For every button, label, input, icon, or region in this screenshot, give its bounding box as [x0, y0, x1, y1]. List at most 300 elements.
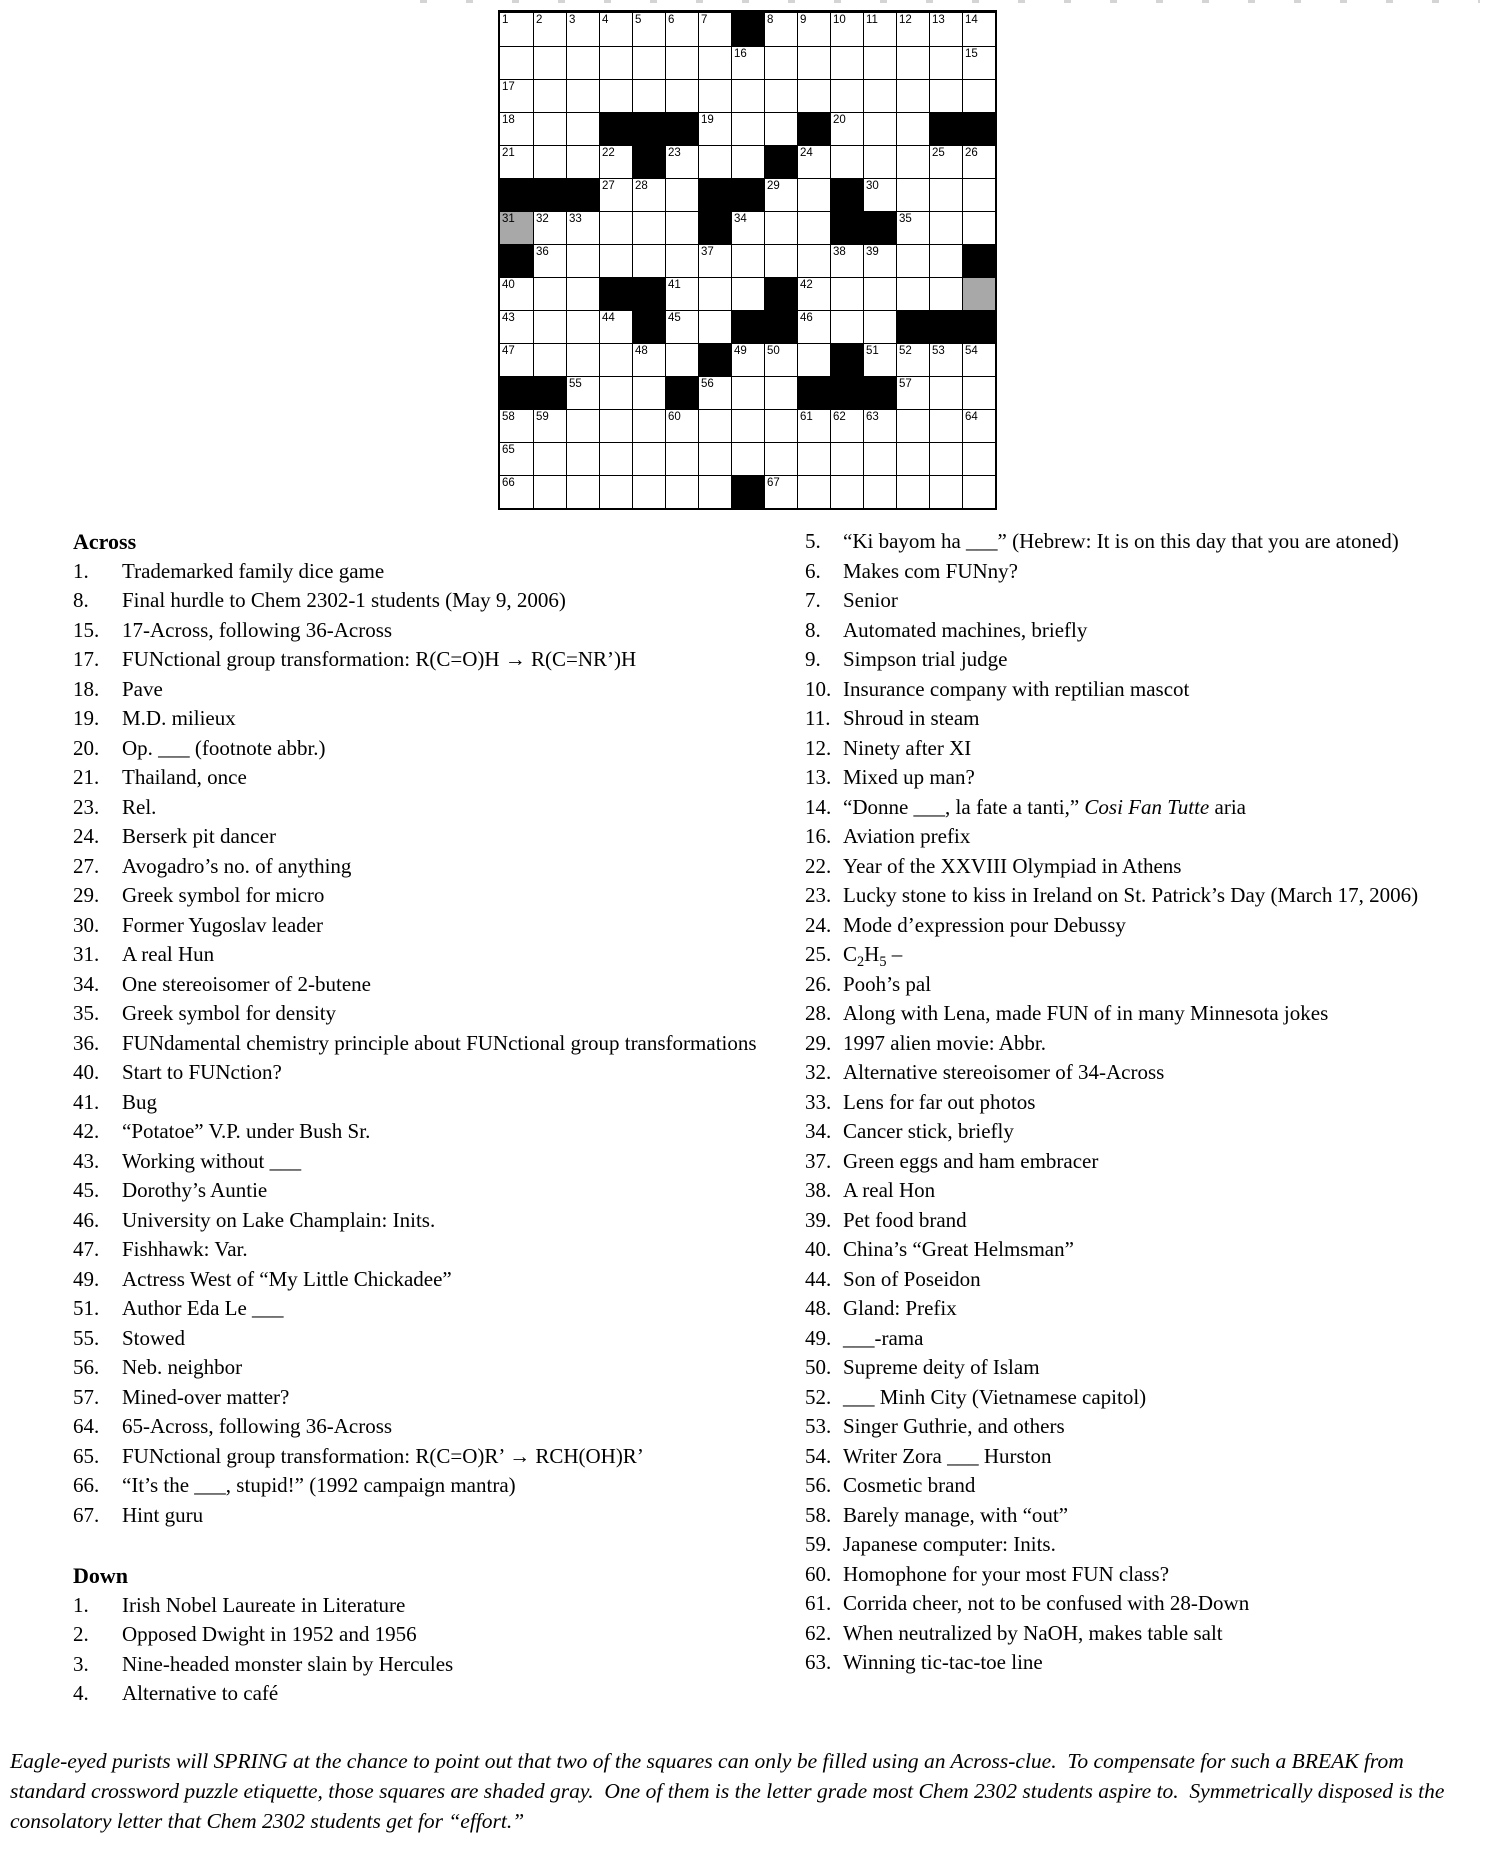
- grid-cell: [830, 409, 863, 442]
- clue-number: 5.: [805, 529, 821, 553]
- cell-number: 61: [800, 411, 813, 423]
- grid-cell: [764, 211, 797, 244]
- cell-number: 64: [965, 411, 978, 423]
- grid-cell-black: [599, 112, 632, 145]
- cell-number: 24: [800, 147, 813, 159]
- clue: [805, 1383, 1487, 1413]
- grid-cell: [698, 277, 731, 310]
- clue-text: Alternative to café: [122, 1681, 279, 1705]
- clue-number: 45.: [73, 1178, 100, 1202]
- clue: [805, 1412, 1487, 1442]
- clue-text: Hint guru: [122, 1502, 204, 1527]
- cell-number: 32: [536, 213, 549, 225]
- cell-number: 55: [569, 378, 582, 390]
- clue-number: 43.: [73, 1148, 100, 1173]
- cell-number: 18: [502, 114, 515, 126]
- grid-cell: [962, 211, 995, 244]
- grid-cell-black: [830, 211, 863, 244]
- grid-cell: [863, 277, 896, 310]
- cell-number: 4: [602, 14, 609, 26]
- clue-text: Nine-headed monster slain by Hercules: [122, 1651, 454, 1676]
- clue-number: 47.: [73, 1237, 100, 1261]
- clue: [805, 999, 1487, 1029]
- clue: [73, 1650, 773, 1680]
- grid-cell: [665, 13, 698, 46]
- clue: [805, 911, 1487, 941]
- grid-cell: [632, 475, 665, 508]
- cell-number: 17: [502, 81, 515, 93]
- clue-text: Supreme deity of Islam: [843, 1355, 1040, 1379]
- clue-number: 55.: [73, 1325, 100, 1350]
- grid-cell: [962, 178, 995, 211]
- grid-cell: [863, 79, 896, 112]
- cell-number: 31: [502, 213, 515, 225]
- grid-cell: [731, 409, 764, 442]
- clue-number: 15.: [73, 617, 100, 642]
- grid-cell-black: [896, 310, 929, 343]
- grid-cell: [698, 475, 731, 508]
- clue-text: FUNctional group transformation: R(C=O)H → R(C=NR’)H: [122, 647, 637, 671]
- clue: [805, 1589, 1487, 1619]
- grid-cell: [632, 343, 665, 376]
- grid-cell: [929, 244, 962, 277]
- down-heading: Down: [73, 1563, 129, 1588]
- cell-number: 1: [502, 14, 509, 26]
- cell-number: 63: [866, 411, 879, 423]
- clue-number: 52.: [805, 1384, 832, 1409]
- grid-cell: [896, 244, 929, 277]
- grid-cell-black: [797, 376, 830, 409]
- clue: [73, 1029, 773, 1059]
- grid-cell: [533, 343, 566, 376]
- across-heading: Across: [73, 529, 137, 554]
- clue-number: 54.: [805, 1443, 832, 1468]
- down-clue-list-left: [73, 1591, 773, 1709]
- grid-cell: [566, 145, 599, 178]
- clue: [805, 1029, 1487, 1059]
- cell-number: 59: [536, 411, 549, 423]
- grid-cell: [764, 343, 797, 376]
- clue: [805, 852, 1487, 882]
- cell-number: 21: [502, 147, 515, 159]
- clue-text: A real Hon: [843, 1178, 936, 1202]
- grid-cell-black: [830, 178, 863, 211]
- grid-cell: [698, 244, 731, 277]
- cell-number: 56: [701, 378, 714, 390]
- grid-cell: [665, 475, 698, 508]
- clue: [73, 1591, 773, 1621]
- cell-number: 33: [569, 213, 582, 225]
- grid-cell: [764, 475, 797, 508]
- grid-cell: [731, 343, 764, 376]
- clue-text: Opposed Dwight in 1952 and 1956: [122, 1622, 417, 1646]
- grid-cell: [929, 376, 962, 409]
- cell-number: 30: [866, 180, 879, 192]
- grid-cell: [929, 343, 962, 376]
- clue-text: Working without ___: [122, 1148, 302, 1173]
- cell-number: 49: [734, 345, 747, 357]
- clue-number: 46.: [73, 1207, 100, 1232]
- grid-cell: [830, 46, 863, 79]
- clue-number: 49.: [805, 1325, 832, 1350]
- grid-cell-black: [830, 343, 863, 376]
- clue-number: 35.: [73, 1001, 100, 1025]
- clue-number: 56.: [805, 1473, 832, 1497]
- grid-cell: [797, 277, 830, 310]
- clue: [805, 793, 1487, 823]
- grid-cell: [929, 475, 962, 508]
- clue: [805, 1235, 1487, 1265]
- grid-cell: [830, 475, 863, 508]
- clue: [73, 1324, 773, 1354]
- grid-cell: [632, 46, 665, 79]
- grid-cell: [500, 343, 533, 376]
- grid-cell: [863, 409, 896, 442]
- grid-cell: [599, 376, 632, 409]
- clue: [73, 704, 773, 734]
- cell-number: 39: [866, 246, 879, 258]
- clue-text: 17-Across, following 36-Across: [122, 617, 393, 642]
- clue-number: 65.: [73, 1443, 100, 1468]
- clue-number: 14.: [805, 794, 832, 819]
- cell-number: 44: [602, 312, 615, 324]
- clue-text: Japanese computer: Inits.: [843, 1532, 1056, 1556]
- grid-cell: [731, 277, 764, 310]
- grid-cell: [632, 244, 665, 277]
- clue: [73, 675, 773, 705]
- clue: [805, 1442, 1487, 1472]
- grid-cell: [698, 145, 731, 178]
- grid-cell: [698, 46, 731, 79]
- grid-cell: [896, 409, 929, 442]
- grid-cell: [698, 13, 731, 46]
- clue: [73, 999, 773, 1029]
- clue-text: When neutralized by NaOH, makes table salt: [843, 1620, 1223, 1645]
- clue: [805, 881, 1487, 911]
- clue-number: 31.: [73, 942, 100, 966]
- clue: [805, 1265, 1487, 1295]
- clue: [805, 1294, 1487, 1324]
- grid-cell: [863, 244, 896, 277]
- grid-cell: [698, 442, 731, 475]
- clue-number: 42.: [73, 1119, 100, 1143]
- clue: [73, 1383, 773, 1413]
- grid-cell: [896, 13, 929, 46]
- grid-cell: [665, 310, 698, 343]
- grid-cell: [632, 376, 665, 409]
- clue: [73, 1206, 773, 1236]
- clue-number: 26.: [805, 971, 832, 996]
- cell-number: 28: [635, 180, 648, 192]
- clue-text: “Ki bayom ha ___” (Hebrew: It is on this day that you are atoned): [843, 529, 1399, 553]
- grid-cell: [698, 376, 731, 409]
- clue: [805, 970, 1487, 1000]
- grid-cell: [830, 112, 863, 145]
- grid-cell-black: [863, 211, 896, 244]
- clue-text: Dorothy’s Auntie: [122, 1178, 268, 1202]
- cell-number: 51: [866, 345, 879, 357]
- grid-cell: [830, 310, 863, 343]
- grid-cell: [665, 277, 698, 310]
- grid-cell: [698, 79, 731, 112]
- grid-cell: [797, 211, 830, 244]
- grid-cell-black: [632, 310, 665, 343]
- clue: [805, 1501, 1487, 1531]
- grid-cell-black: [962, 244, 995, 277]
- clue-text: Op. ___ (footnote abbr.): [122, 735, 326, 760]
- grid-cell-black: [500, 376, 533, 409]
- grid-cell: [533, 46, 566, 79]
- grid-cell: [599, 211, 632, 244]
- clue: [805, 527, 1487, 557]
- clue-number: 4.: [73, 1681, 89, 1705]
- clue-number: 41.: [73, 1089, 100, 1114]
- grid-cell-black: [731, 13, 764, 46]
- cell-number: 19: [701, 114, 714, 126]
- grid-cell: [797, 244, 830, 277]
- clue-number: 51.: [73, 1296, 100, 1320]
- cell-number: 6: [668, 14, 675, 26]
- grid-cell: [632, 409, 665, 442]
- cell-number: 65: [502, 444, 515, 456]
- clue-text: Homophone for your most FUN class?: [843, 1561, 1170, 1586]
- cell-number: 10: [833, 14, 846, 26]
- grid-cell: [929, 409, 962, 442]
- grid-cell: [797, 46, 830, 79]
- grid-cell: [500, 277, 533, 310]
- grid-cell-black: [698, 211, 731, 244]
- grid-cell: [962, 145, 995, 178]
- grid-cell: [599, 145, 632, 178]
- grid-cell: [566, 79, 599, 112]
- grid-cell-black: [731, 475, 764, 508]
- grid-cell: [962, 46, 995, 79]
- clue: [805, 1530, 1487, 1560]
- grid-cell: [764, 46, 797, 79]
- clue-number: 17.: [73, 647, 100, 671]
- cell-number: 9: [800, 14, 807, 26]
- grid-cell: [764, 409, 797, 442]
- clue: [805, 822, 1487, 852]
- grid-cell: [863, 46, 896, 79]
- cell-number: 42: [800, 279, 813, 291]
- clue-text: China’s “Great Helmsman”: [843, 1237, 1074, 1261]
- clue-text: Barely manage, with “out”: [843, 1502, 1069, 1527]
- grid-cell: [764, 13, 797, 46]
- clue-text: Simpson trial judge: [843, 647, 1008, 671]
- grid-cell: [599, 79, 632, 112]
- clue: [805, 675, 1487, 705]
- grid-cell: [500, 145, 533, 178]
- grid-cell: [896, 277, 929, 310]
- clue: [73, 586, 773, 616]
- grid-cell-black: [962, 112, 995, 145]
- clue: [73, 1265, 773, 1295]
- cell-number: 34: [734, 213, 747, 225]
- grid-cell: [929, 178, 962, 211]
- clue-text: Senior: [843, 588, 898, 612]
- clue-text: Makes com FUNny?: [843, 558, 1018, 583]
- cell-number: 43: [502, 312, 515, 324]
- clue-text: Mined-over matter?: [122, 1384, 290, 1409]
- grid-cell: [566, 46, 599, 79]
- grid-cell: [665, 442, 698, 475]
- grid-cell: [797, 145, 830, 178]
- grid-cell: [764, 178, 797, 211]
- grid-cell: [566, 409, 599, 442]
- grid-cell-black: [632, 277, 665, 310]
- grid-cell: [830, 145, 863, 178]
- clue: [805, 1176, 1487, 1206]
- clue-number: 64.: [73, 1414, 100, 1438]
- grid-cell: [929, 46, 962, 79]
- grid-cell: [698, 409, 731, 442]
- clue-text: University on Lake Champlain: Inits.: [122, 1207, 436, 1232]
- cell-number: 11: [866, 14, 878, 26]
- cell-number: 40: [502, 279, 515, 291]
- cell-number: 36: [536, 246, 549, 258]
- clue-number: 21.: [73, 765, 100, 789]
- grid-cell: [797, 13, 830, 46]
- clue-number: 58.: [805, 1502, 832, 1527]
- clue: [805, 704, 1487, 734]
- grid-cell: [698, 112, 731, 145]
- clue-number: 25.: [805, 942, 832, 966]
- grid-cell-black: [731, 310, 764, 343]
- clue: [805, 1058, 1487, 1088]
- clue-number: 37.: [805, 1148, 832, 1173]
- clue-number: 49.: [73, 1266, 100, 1291]
- clue-number: 20.: [73, 735, 100, 760]
- clue-text: A real Hun: [122, 942, 215, 966]
- clue-number: 59.: [805, 1532, 832, 1556]
- clue: [73, 1294, 773, 1324]
- grid-cell: [698, 310, 731, 343]
- grid-cell: [632, 211, 665, 244]
- grid-cell: [665, 211, 698, 244]
- clue-number: 1.: [73, 558, 89, 583]
- clue: [73, 1412, 773, 1442]
- clue-text: ___ Minh City (Vietnamese capitol): [843, 1384, 1147, 1409]
- grid-cell: [533, 79, 566, 112]
- grid-cell: [533, 13, 566, 46]
- grid-cell: [500, 46, 533, 79]
- clue-text: Irish Nobel Laureate in Literature: [122, 1592, 406, 1617]
- clue-text: 1997 alien movie: Abbr.: [843, 1030, 1046, 1055]
- cell-number: 41: [668, 279, 681, 291]
- grid-cell: [764, 79, 797, 112]
- grid-cell: [500, 112, 533, 145]
- clue: [805, 1353, 1487, 1383]
- grid-cell: [896, 178, 929, 211]
- grid-cell: [731, 46, 764, 79]
- grid-cell: [962, 475, 995, 508]
- grid-cell: [665, 343, 698, 376]
- clue-number: 48.: [805, 1296, 832, 1320]
- clue: [805, 1648, 1487, 1678]
- grid-cell: [929, 211, 962, 244]
- clue-number: 63.: [805, 1650, 832, 1674]
- clue-text: Aviation prefix: [843, 824, 971, 848]
- cell-number: 37: [701, 246, 714, 258]
- grid-cell: [830, 79, 863, 112]
- grid-cell: [599, 409, 632, 442]
- clue-text: Trademarked family dice game: [122, 558, 385, 583]
- clue: [805, 1471, 1487, 1501]
- grid-cell: [599, 475, 632, 508]
- cell-number: 50: [767, 345, 780, 357]
- clue: [805, 1088, 1487, 1118]
- grid-cell-black: [632, 145, 665, 178]
- clue-text: Along with Lena, made FUN of in many Minnesota jokes: [843, 1001, 1329, 1025]
- grid-cell: [599, 13, 632, 46]
- grid-cell: [962, 376, 995, 409]
- grid-cell-black: [665, 112, 698, 145]
- clue-number: 8.: [805, 617, 821, 642]
- grid-cell: [731, 442, 764, 475]
- grid-cell: [929, 145, 962, 178]
- clue: [73, 1176, 773, 1206]
- clue: [805, 557, 1487, 587]
- clue: [805, 1117, 1487, 1147]
- cell-number: 62: [833, 411, 846, 423]
- clipped-text-artifact: [420, 0, 1480, 3]
- clue-number: 1.: [73, 1592, 89, 1617]
- grid-cell: [632, 13, 665, 46]
- grid-cell-black: [599, 277, 632, 310]
- clue: [805, 940, 1487, 970]
- grid-cell: [566, 211, 599, 244]
- grid-cell: [566, 475, 599, 508]
- clue: [73, 763, 773, 793]
- grid-cell: [731, 376, 764, 409]
- clue-text: FUNdamental chemistry principle about FUNctional group transformations: [122, 1030, 757, 1055]
- cell-number: 47: [502, 345, 515, 357]
- grid-cell-black: [764, 310, 797, 343]
- clue-number: 32.: [805, 1060, 832, 1084]
- cell-number: 38: [833, 246, 846, 258]
- grid-cell: [764, 244, 797, 277]
- clue-text: Actress West of “My Little Chickadee”: [122, 1266, 452, 1291]
- clue: [73, 1353, 773, 1383]
- grid-cell: [665, 145, 698, 178]
- clue-number: 39.: [805, 1207, 832, 1232]
- clue-text: Pave: [122, 676, 163, 701]
- clue-number: 24.: [73, 824, 100, 848]
- clue-text: One stereoisomer of 2-butene: [122, 971, 371, 996]
- grid-cell: [962, 13, 995, 46]
- clue-number: 9.: [805, 647, 821, 671]
- grid-cell: [863, 343, 896, 376]
- clue-number: 29.: [73, 883, 100, 907]
- cell-number: 15: [965, 48, 978, 60]
- clue-text: “It’s the ___, stupid!” (1992 campaign mantra): [122, 1473, 516, 1497]
- grid-cell: [764, 376, 797, 409]
- clue-text: Mode d’expression pour Debussy: [843, 912, 1126, 937]
- grid-cell-black: [698, 343, 731, 376]
- grid-cell: [599, 244, 632, 277]
- grid-cell: [962, 442, 995, 475]
- grid-cell: [632, 442, 665, 475]
- clue: [73, 1679, 773, 1709]
- clue-number: 13.: [805, 765, 832, 789]
- cell-number: 12: [899, 14, 912, 26]
- grid-cell-black: [632, 112, 665, 145]
- clue-number: 60.: [805, 1561, 832, 1586]
- clue-text: Cancer stick, briefly: [843, 1119, 1014, 1143]
- clue: [805, 1147, 1487, 1177]
- grid-cell: [566, 442, 599, 475]
